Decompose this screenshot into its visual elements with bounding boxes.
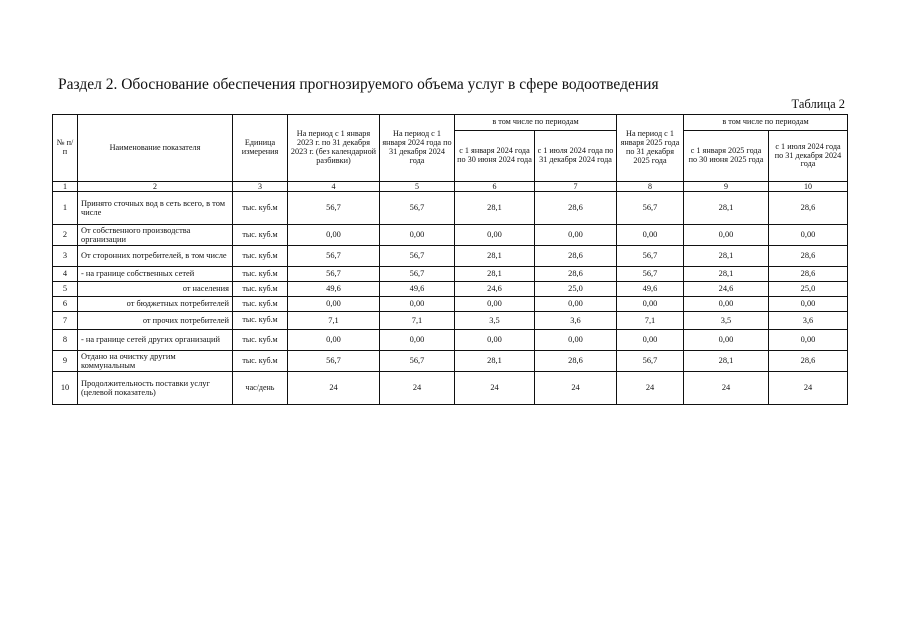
value-cell: 3,5 — [455, 312, 535, 330]
value-cell: 24 — [380, 372, 455, 405]
indicator-name: От сторонних потребителей, в том числе — [78, 246, 233, 267]
row-number: 6 — [53, 297, 78, 312]
unit-cell: тыс. куб.м — [233, 351, 288, 372]
header-2024-h1: с 1 января 2024 года по 30 июня 2024 года — [455, 131, 535, 182]
row-number: 3 — [53, 246, 78, 267]
value-cell: 25,0 — [535, 282, 617, 297]
value-cell: 24 — [535, 372, 617, 405]
value-cell: 24,6 — [455, 282, 535, 297]
value-cell: 28,6 — [535, 267, 617, 282]
unit-cell: тыс. куб.м — [233, 225, 288, 246]
header-period-2025: На период с 1 января 2025 года по 31 декабря 2025 года — [617, 115, 684, 182]
value-cell: 56,7 — [617, 351, 684, 372]
value-cell: 56,7 — [288, 192, 380, 225]
table-row — [53, 192, 848, 225]
table-row — [53, 246, 848, 267]
value-cell: 0,00 — [769, 330, 848, 351]
row-number: 10 — [53, 372, 78, 405]
value-cell: 28,6 — [535, 351, 617, 372]
value-cell: 0,00 — [684, 330, 769, 351]
header-2024-h2: с 1 июля 2024 года по 31 декабря 2024 года — [535, 131, 617, 182]
table-row — [53, 267, 848, 282]
header-including-periods-2025: в том числе по периодам — [684, 115, 848, 131]
table-row — [53, 312, 848, 330]
value-cell: 28,1 — [455, 267, 535, 282]
value-cell: 7,1 — [380, 312, 455, 330]
value-cell: 24,6 — [684, 282, 769, 297]
value-cell: 24 — [769, 372, 848, 405]
table-label: Таблица 2 — [791, 97, 845, 111]
value-cell: 28,6 — [769, 246, 848, 267]
value-cell: 0,00 — [617, 225, 684, 246]
value-cell: 0,00 — [769, 297, 848, 312]
header-unit: Единица измерения — [233, 115, 288, 182]
value-cell: 49,6 — [617, 282, 684, 297]
row-number: 9 — [53, 351, 78, 372]
value-cell: 0,00 — [455, 330, 535, 351]
unit-cell: час/день — [233, 372, 288, 405]
value-cell: 24 — [684, 372, 769, 405]
value-cell: 56,7 — [617, 267, 684, 282]
value-cell: 3,6 — [535, 312, 617, 330]
value-cell: 0,00 — [288, 330, 380, 351]
value-cell: 0,00 — [380, 330, 455, 351]
column-index: 1 — [53, 182, 78, 192]
value-cell: 28,6 — [769, 267, 848, 282]
column-index: 3 — [233, 182, 288, 192]
value-cell: 0,00 — [288, 297, 380, 312]
value-cell: 3,5 — [684, 312, 769, 330]
column-index-row — [53, 182, 848, 192]
column-index: 5 — [380, 182, 455, 192]
unit-cell: тыс. куб.м — [233, 246, 288, 267]
indicator-name: от бюджетных потребителей — [78, 297, 233, 312]
row-number: 4 — [53, 267, 78, 282]
value-cell: 28,6 — [535, 246, 617, 267]
indicator-name: Продолжительность поставки услуг (целевой показатель) — [78, 372, 233, 405]
value-cell: 56,7 — [380, 351, 455, 372]
indicator-name: от прочих потребителей — [78, 312, 233, 330]
value-cell: 28,1 — [684, 267, 769, 282]
indicator-name: Отдано на очистку другим коммунальным — [78, 351, 233, 372]
header-period-2023: На период с 1 января 2023 г. по 31 декабря 2023 г. (без календарной разбивки) — [288, 115, 380, 182]
table-row — [53, 351, 848, 372]
value-cell: 0,00 — [617, 297, 684, 312]
column-index: 8 — [617, 182, 684, 192]
value-cell: 0,00 — [455, 297, 535, 312]
row-number: 1 — [53, 192, 78, 225]
column-index: 9 — [684, 182, 769, 192]
value-cell: 56,7 — [288, 351, 380, 372]
value-cell: 24 — [617, 372, 684, 405]
value-cell: 0,00 — [535, 297, 617, 312]
column-index: 6 — [455, 182, 535, 192]
value-cell: 28,6 — [769, 351, 848, 372]
table-row — [53, 282, 848, 297]
indicator-name: от населения — [78, 282, 233, 297]
value-cell: 7,1 — [288, 312, 380, 330]
value-cell: 0,00 — [684, 225, 769, 246]
indicator-name: - на границе сетей других организаций — [78, 330, 233, 351]
value-cell: 0,00 — [455, 225, 535, 246]
header-2025-h1: с 1 января 2025 года по 30 июня 2025 года — [684, 131, 769, 182]
value-cell: 56,7 — [288, 267, 380, 282]
unit-cell: тыс. куб.м — [233, 282, 288, 297]
value-cell: 56,7 — [380, 192, 455, 225]
value-cell: 0,00 — [380, 225, 455, 246]
value-cell: 56,7 — [380, 267, 455, 282]
value-cell: 28,1 — [684, 246, 769, 267]
value-cell: 0,00 — [617, 330, 684, 351]
value-cell: 0,00 — [769, 225, 848, 246]
value-cell: 28,1 — [455, 351, 535, 372]
unit-cell: тыс. куб.м — [233, 192, 288, 225]
value-cell: 28,1 — [455, 246, 535, 267]
value-cell: 24 — [288, 372, 380, 405]
row-number: 2 — [53, 225, 78, 246]
column-index: 10 — [769, 182, 848, 192]
value-cell: 28,1 — [684, 351, 769, 372]
column-index: 2 — [78, 182, 233, 192]
value-cell: 49,6 — [288, 282, 380, 297]
header-period-2024: На период с 1 января 2024 года по 31 декабря 2024 года — [380, 115, 455, 182]
value-cell: 49,6 — [380, 282, 455, 297]
row-number: 5 — [53, 282, 78, 297]
section-title: Раздел 2. Обоснование обеспечения прогнозируемого объема услуг в сфере водоотведения — [58, 76, 659, 93]
value-cell: 7,1 — [617, 312, 684, 330]
table-row — [53, 297, 848, 312]
indicator-name: - на границе собственных сетей — [78, 267, 233, 282]
table-row — [53, 372, 848, 405]
value-cell: 0,00 — [288, 225, 380, 246]
header-name: Наименование показателя — [78, 115, 233, 182]
value-cell: 56,7 — [288, 246, 380, 267]
value-cell: 56,7 — [380, 246, 455, 267]
indicator-name: Принято сточных вод в сеть всего, в том числе — [78, 192, 233, 225]
header-including-periods-2024: в том числе по периодам — [455, 115, 617, 131]
value-cell: 0,00 — [535, 225, 617, 246]
value-cell: 0,00 — [380, 297, 455, 312]
value-cell: 25,0 — [769, 282, 848, 297]
header-2025-h2: с 1 июля 2024 года по 31 декабря 2024 года — [769, 131, 848, 182]
table-row — [53, 330, 848, 351]
column-index: 4 — [288, 182, 380, 192]
value-cell: 28,1 — [455, 192, 535, 225]
header-num: № п/п — [53, 115, 78, 182]
unit-cell: тыс. куб.м — [233, 312, 288, 330]
value-cell: 28,6 — [535, 192, 617, 225]
value-cell: 56,7 — [617, 192, 684, 225]
unit-cell: тыс. куб.м — [233, 297, 288, 312]
row-number: 7 — [53, 312, 78, 330]
value-cell: 56,7 — [617, 246, 684, 267]
unit-cell: тыс. куб.м — [233, 267, 288, 282]
value-cell: 28,1 — [684, 192, 769, 225]
value-cell: 0,00 — [535, 330, 617, 351]
value-cell: 3,6 — [769, 312, 848, 330]
value-cell: 28,6 — [769, 192, 848, 225]
table-row — [53, 225, 848, 246]
indicator-name: От собственного производства организации — [78, 225, 233, 246]
unit-cell: тыс. куб.м — [233, 330, 288, 351]
value-cell: 0,00 — [684, 297, 769, 312]
value-cell: 24 — [455, 372, 535, 405]
column-index: 7 — [535, 182, 617, 192]
row-number: 8 — [53, 330, 78, 351]
forecast-table — [52, 114, 848, 405]
